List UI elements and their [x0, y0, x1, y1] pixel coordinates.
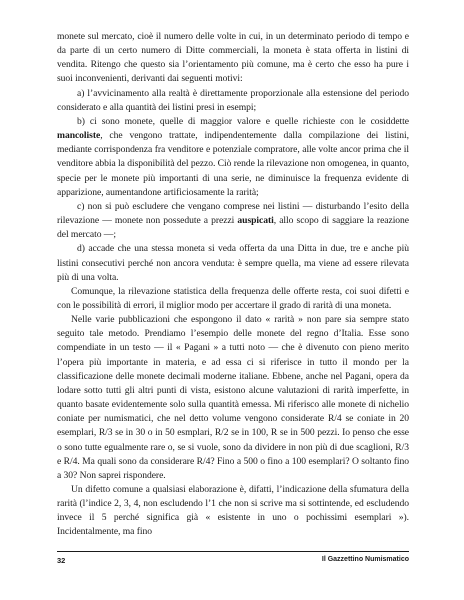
paragraph-2: Comunque, la rilevazione statistica della frequenza delle offerte resta, coi suoi difetti e con le possibilità di errori, il miglior modo per accertare il grado di rarità di una moneta.	[57, 285, 409, 311]
term-mancoliste: mancoliste	[57, 130, 101, 142]
list-item-d: d) accade che una stessa moneta si veda offerta da una Ditta in due, tre e anche più listini consecutivi perché non ancora venduta: è sempre quella, ma viene ad essere rilevata più di una volta.	[57, 243, 409, 283]
paragraph-4: Un difetto comune a qualsiasi elaborazione è, difatti, l’indicazione della sfumatura della rarità (l’indice 2, 3, 4, non escludendo l’1 che non si scrive ma si sottintende, ed escludendo invece il 5 perché significa già « esistente in uno o pochissimi esemplari »). Incidentalmente, ma fino	[57, 484, 409, 538]
item-c-text-end: , allo scopo di saggiare la reazione del mercato —;	[57, 215, 410, 241]
item-b-text-start: b) ci sono monete, quelle di maggior valore e quelle richieste con le cosiddette	[77, 115, 409, 127]
paragraph-3: Nelle varie pubblicazioni che espongono il dato « rarità » non pare sia sempre stato seguito tale metodo. Prendiamo l’esempio delle monete del regno d’Italia. Esse sono compendiate in un testo — il « Pagani » a tutti noto — che è divenuto con pieno merito l’opera più importante in materia, e ad essa ci si riferisce in tutto il mondo per la classificazione delle monete decimali moderne italiane. Ebbene, anche nel Pagani, opera da lodare sotto tutti gli altri punti di vista, esistono alcune valutazioni di rarità imperfette, in quanto basate evidentemente solo sulla quantità emessa. Mi riferisco alle monete di nichelio coniate per numismatici, che nel detto volume vengono considerate R/4 se coniate in 20 esemplari, R/3 se in 30 o in 50 esmplari, R/2 se in 100, R se in 500 pezzi. Io penso che esse o sono tutte egualmente rare o, se si vuole, sono da dividere in non più di due scaglioni, R/3 e R/4. Ma quali sono da considerare R/4? Fino a 500 o fino a 100 esemplari? O soltanto fino a 30? Non saprei rispondere.	[57, 314, 409, 481]
paragraph-1: monete sul mercato, cioè il numero delle volte in cui, in un determinato periodo di tempo e da parte di un certo numero di Ditte commerciali, la moneta è stata offerta in listini di vendita. Ritengo che questo sia l’orientamento più comune, ma è certo che esso ha pure i suoi inconvenienti, derivanti dai seguenti motivi:	[57, 31, 409, 85]
body-text	[57, 30, 409, 540]
footer-divider	[57, 551, 409, 552]
journal-name: Il Gazzettino Numismatico	[321, 556, 409, 563]
list-item-b	[57, 115, 409, 200]
page-number: 32	[57, 556, 66, 565]
item-b-text-end: , che vengono trattate, indipendentemente dalla compilazione dei listini, mediante corrispondenza fra venditore e potenziale compratore, alle volte ancor prima che il venditore abbia la disponibilità del pezzo. Ciò rende la rilevazione non omogenea, in quanto, specie per le monete più importanti di una serie, ne diminuisce la frequenza evidente di apparizione, aumentandone artificiosamente la rarità;	[57, 130, 409, 198]
term-auspicati: auspicati	[237, 215, 274, 227]
list-item-a: a) l’avvicinamento alla realtà è direttamente proporzionale alla estensione del periodo considerato e alla quantità dei listini presi in esempi;	[57, 87, 409, 113]
list-item-c	[57, 200, 409, 242]
item-c-text-start: c) non si può escludere che vengano comprese nei listini — disturbando l’esito della rilevazione — monete non possedute a prezzi	[57, 200, 409, 227]
